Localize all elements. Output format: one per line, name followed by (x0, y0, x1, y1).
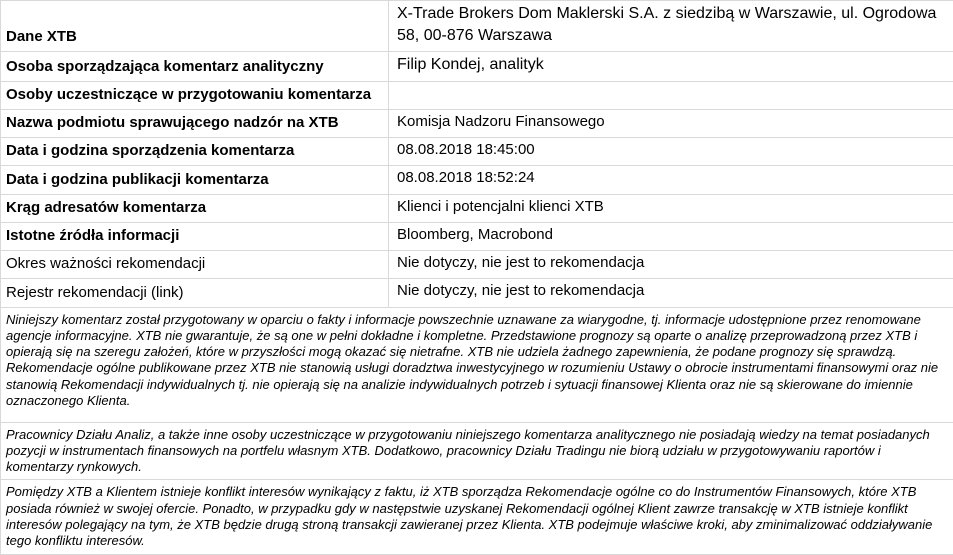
row-label: Okres ważności rekomendacji (1, 251, 389, 279)
row-label: Osoba sporządzająca komentarz analityczny (1, 52, 389, 82)
row-label: Osoby uczestniczące w przygotowaniu komentarza (1, 81, 389, 109)
disclaimer-paragraph: Pracownicy Działu Analiz, a także inne osoby uczestniczące w przygotowaniu niniejszego komentarza analitycznego nie posiadają wiedzy na temat posiadanych pozycji w instrumentach finansowych na portfelu własnym XTB. Dodatkowo, pracownicy Działu Tradingu nie biorą udziału w przygotowywaniu raportów i komentarzy rynkowych. (1, 422, 953, 480)
table-row (1, 222, 953, 250)
row-value: Klienci i potencjalni klienci XTB (389, 194, 953, 222)
disclaimer-paragraph: Pomiędzy XTB a Klientem istnieje konflikt interesów wynikający z faktu, iż XTB sporządza Rekomendacje ogólne co do Instrumentów Finansowych, które XTB posiada również w swojej ofercie. Ponadto, w przypadku gdy w następstwie uzyskanej Rekomendacji ogólnej Klient zawrze transakcję w XTB istnieje konflikt interesów polegający na tym, że XTB będzie drugą stroną transakcji zawieranej przez Klienta. XTB podejmuje właściwe kroki, aby zminimalizować oddziaływanie tego konfliktu interesów. (1, 480, 953, 555)
table-row (1, 138, 953, 166)
row-value: X-Trade Brokers Dom Maklerski S.A. z siedzibą w Warszawie, ul. Ogrodowa 58, 00-876 Warszawa (389, 1, 953, 52)
table-row (1, 251, 953, 279)
row-value: Komisja Nadzoru Finansowego (389, 109, 953, 137)
row-label: Krąg adresatów komentarza (1, 194, 389, 222)
row-value: Nie dotyczy, nie jest to rekomendacja (389, 251, 953, 279)
row-label: Dane XTB (1, 1, 389, 52)
table-row (1, 81, 953, 109)
table-row (1, 1, 953, 52)
row-label: Data i godzina sporządzenia komentarza (1, 138, 389, 166)
disclaimer-row (1, 307, 953, 422)
table-row (1, 279, 953, 307)
table-row (1, 109, 953, 137)
row-value: 08.08.2018 18:45:00 (389, 138, 953, 166)
row-label: Data i godzina publikacji komentarza (1, 166, 389, 194)
row-value: Nie dotyczy, nie jest to rekomendacja (389, 279, 953, 307)
disclaimer-paragraph: Niniejszy komentarz został przygotowany w oparciu o fakty i informacje powszechnie uznawane za wiarygodne, tj. informacje udostępnione przez renomowane agencje informacyjne. XTB nie gwarantuje, że są one w pełni dokładne i kompletne. Przedstawione prognozy są oparte o analizę przeprowadzoną przez XTB i opierają się na szeregu założeń, które w przyszłości mogą okazać się nietrafne. XTB nie udziela żadnego zapewnienia, że podane prognozy się sprawdzą. Rekomendacje ogólne publikowane przez XTB nie stanowią usługi doradztwa inwestycyjnego w rozumieniu Ustawy o obrocie instrumentami finansowymi oraz nie stanowią Rekomendacji indywidualnych tj. nie opierają się na analizie indywidualnych potrzeb i sytuacji finansowej Klienta oraz nie są skierowane do imiennie oznaczonego Klienta. (1, 307, 953, 422)
row-value: Filip Kondej, analityk (389, 52, 953, 82)
row-value (389, 81, 953, 109)
table-row (1, 166, 953, 194)
row-label: Istotne źródła informacji (1, 222, 389, 250)
row-value: 08.08.2018 18:52:24 (389, 166, 953, 194)
row-label: Rejestr rekomendacji (link) (1, 279, 389, 307)
table-row (1, 52, 953, 82)
table-row (1, 194, 953, 222)
row-value: Bloomberg, Macrobond (389, 222, 953, 250)
disclaimer-row (1, 422, 953, 480)
disclaimer-row (1, 480, 953, 555)
row-label: Nazwa podmiotu sprawującego nadzór na XTB (1, 109, 389, 137)
